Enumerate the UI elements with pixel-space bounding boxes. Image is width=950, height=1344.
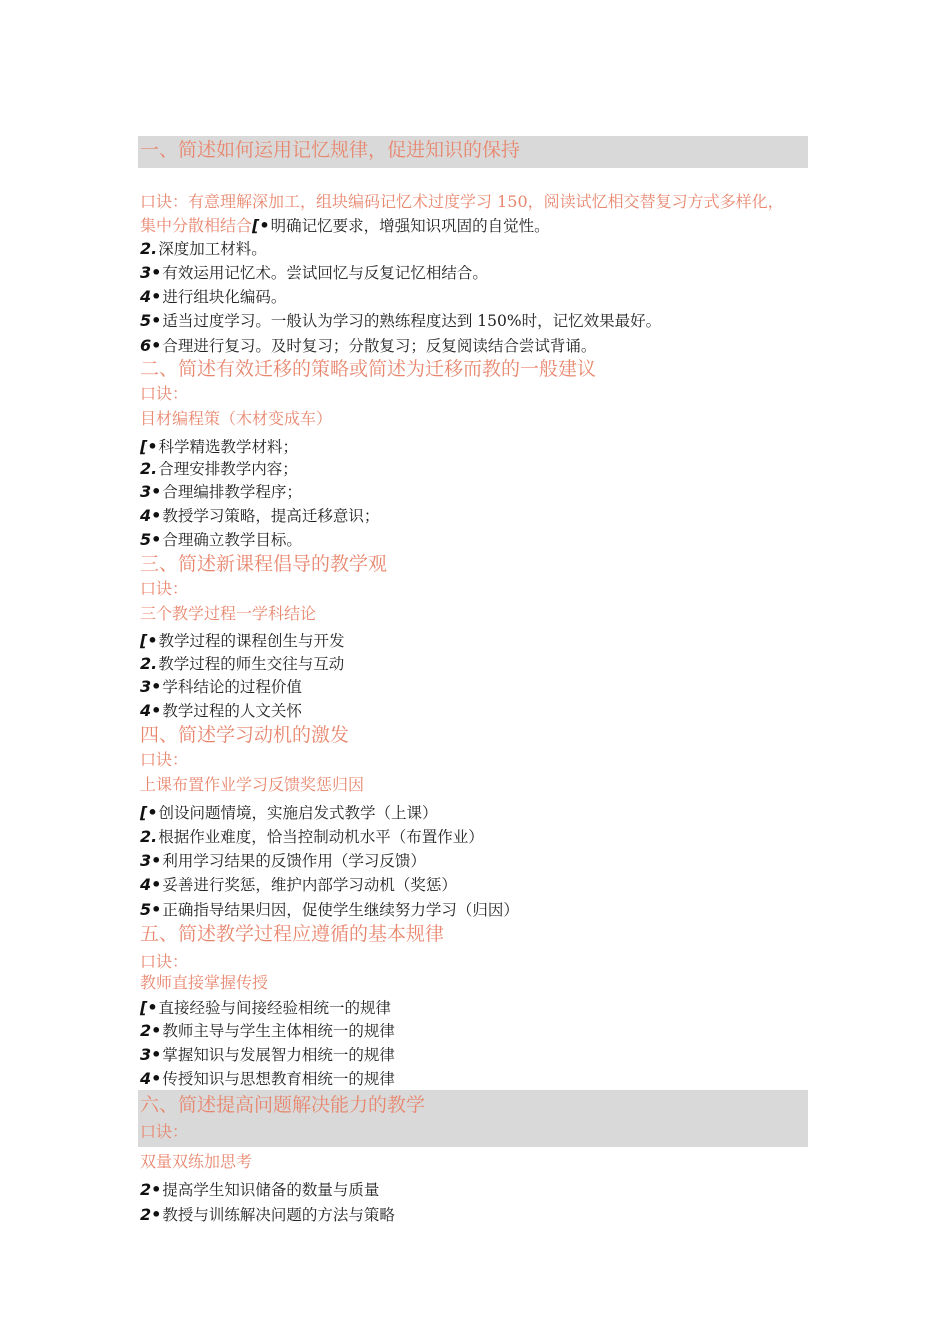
list-item-text: 合理安排教学内容； bbox=[158, 460, 298, 478]
list-number: 2• bbox=[140, 1021, 162, 1040]
list-number: [• bbox=[252, 216, 270, 235]
list-item-text: 教师主导与学生主体相统一的规律 bbox=[162, 1022, 395, 1040]
list-item-text: 直接经验与间接经验相统一的规律 bbox=[158, 999, 392, 1017]
list-number: 4• bbox=[140, 287, 162, 306]
list-item-text: 学科结论的过程价值 bbox=[162, 678, 302, 696]
list-item bbox=[140, 508, 379, 525]
list-item-text: 利用学习结果的反馈作用（学习反馈） bbox=[162, 852, 426, 870]
list-number: [• bbox=[140, 437, 158, 456]
list-item bbox=[140, 338, 596, 355]
list-number: 2. bbox=[140, 459, 158, 478]
list-item-text: 根据作业难度，恰当控制动机水平（布置作业） bbox=[158, 828, 484, 846]
section-5-heading: 五、简述教学过程应遵循的基本规律 bbox=[140, 923, 445, 945]
list-number: 4• bbox=[140, 506, 162, 525]
list-item-text: 妥善进行奖惩，维护内部学习动机（奖惩） bbox=[162, 876, 457, 894]
section-6-heading: 六、简述提高问题解决能力的教学 bbox=[140, 1094, 426, 1116]
list-item bbox=[140, 877, 457, 894]
list-item-text: 合理进行复习。及时复习；分散复习；反复阅读结合尝试背诵。 bbox=[162, 337, 597, 355]
list-number: 3• bbox=[140, 851, 162, 870]
list-number: 3• bbox=[140, 482, 162, 501]
list-number: 2• bbox=[140, 1180, 162, 1199]
list-item-text: 教授学习策略，提高迁移意识； bbox=[162, 507, 380, 525]
section-1-mnemonic-line1: 口诀：有意理解深加工，组块编码记忆术过度学习 150，阅读试忆相交替复习方式多样化， bbox=[140, 192, 784, 211]
list-item bbox=[140, 902, 519, 919]
list-number: 3• bbox=[140, 677, 162, 696]
list-item-text: 科学精选教学材料； bbox=[158, 438, 299, 456]
list-number: [• bbox=[140, 803, 158, 822]
list-number: 4• bbox=[140, 701, 162, 720]
list-number: 3• bbox=[140, 1045, 162, 1064]
list-item bbox=[140, 853, 426, 870]
list-item: 明确记忆要求，增强知识巩固的自觉性。 bbox=[270, 217, 550, 235]
list-item bbox=[140, 1207, 395, 1224]
list-item bbox=[140, 703, 302, 720]
list-number: 2. bbox=[140, 654, 158, 673]
list-number: 5• bbox=[140, 311, 162, 330]
section-3-koujue: 口诀： bbox=[140, 579, 189, 598]
list-item bbox=[140, 484, 302, 501]
list-item-text: 进行组块化编码。 bbox=[162, 288, 287, 306]
section-1-mnemonic-tail: 集中分散相结合 bbox=[140, 216, 253, 235]
section-2-mnemonic: 目材编程策（木材变成车） bbox=[140, 409, 333, 428]
list-number: 5• bbox=[140, 900, 162, 919]
list-item bbox=[140, 461, 298, 478]
section-3-heading: 三、简述新课程倡导的教学观 bbox=[140, 553, 388, 575]
list-item bbox=[140, 313, 661, 330]
list-item-text: 合理确立教学目标。 bbox=[162, 531, 302, 549]
list-item bbox=[140, 265, 488, 282]
section-5-mnemonic: 教师直接掌握传授 bbox=[140, 973, 269, 992]
section-1-heading: 一、简述如何运用记忆规律，促进知识的保持 bbox=[140, 139, 521, 161]
section-4-mnemonic: 上课布置作业学习反馈奖惩归因 bbox=[140, 775, 365, 794]
list-number: 2. bbox=[140, 239, 158, 258]
list-item-text: 提高学生知识储备的数量与质量 bbox=[162, 1181, 380, 1199]
list-item bbox=[140, 439, 298, 456]
list-item bbox=[140, 1023, 395, 1040]
list-item-text: 正确指导结果归因，促使学生继续努力学习（归因） bbox=[162, 901, 519, 919]
list-item bbox=[140, 679, 302, 696]
list-number: 6• bbox=[140, 336, 162, 355]
section-4-koujue: 口诀： bbox=[140, 750, 189, 769]
section-5-koujue: 口诀： bbox=[140, 952, 189, 971]
list-item-text: 创设问题情境，实施启发式教学（上课） bbox=[158, 804, 438, 822]
list-item-text: 教学过程的师生交往与互动 bbox=[158, 655, 345, 673]
list-item-text: 掌握知识与发展智力相统一的规律 bbox=[162, 1046, 395, 1064]
list-item bbox=[140, 532, 302, 549]
list-number: 4• bbox=[140, 875, 162, 894]
list-item bbox=[140, 1000, 391, 1017]
list-item-text: 传授知识与思想教育相统一的规律 bbox=[162, 1070, 395, 1088]
list-item-text: 合理编排教学程序； bbox=[162, 483, 302, 501]
list-item-text: 适当过度学习。一般认为学习的熟练程度达到 150%时，记忆效果最好。 bbox=[162, 312, 662, 330]
list-number: 5• bbox=[140, 530, 162, 549]
list-item bbox=[140, 1047, 395, 1064]
section-2-heading: 二、简述有效迁移的策略或简述为迁移而教的一般建议 bbox=[140, 358, 597, 380]
list-item-text: 有效运用记忆术。尝试回忆与反复记忆相结合。 bbox=[162, 264, 488, 282]
list-number: 2. bbox=[140, 827, 158, 846]
list-item bbox=[140, 241, 267, 258]
list-item bbox=[140, 633, 345, 650]
list-item bbox=[140, 1182, 379, 1199]
section-4-heading: 四、简述学习动机的激发 bbox=[140, 724, 350, 746]
list-item bbox=[140, 289, 286, 306]
list-item-text: 教授与训练解决问题的方法与策略 bbox=[162, 1206, 395, 1224]
list-number: [• bbox=[140, 631, 158, 650]
section-2-koujue: 口诀： bbox=[140, 384, 189, 403]
list-item-text: 教学过程的课程创生与开发 bbox=[158, 632, 345, 650]
list-number: [• bbox=[140, 998, 158, 1017]
section-6-koujue: 口诀： bbox=[140, 1122, 189, 1141]
section-6-mnemonic: 双量双练加思考 bbox=[140, 1152, 253, 1171]
section-3-mnemonic: 三个教学过程一学科结论 bbox=[140, 604, 317, 623]
list-item bbox=[140, 1071, 395, 1088]
list-item-text: 深度加工材料。 bbox=[158, 240, 267, 258]
list-number: 4• bbox=[140, 1069, 162, 1088]
list-item bbox=[140, 805, 438, 822]
list-item bbox=[140, 829, 484, 846]
list-number: 3• bbox=[140, 263, 162, 282]
list-item-text: 教学过程的人文关怀 bbox=[162, 702, 302, 720]
section-1-mnemonic-line2 bbox=[140, 218, 550, 235]
list-item bbox=[140, 656, 344, 673]
list-number: 2• bbox=[140, 1205, 162, 1224]
